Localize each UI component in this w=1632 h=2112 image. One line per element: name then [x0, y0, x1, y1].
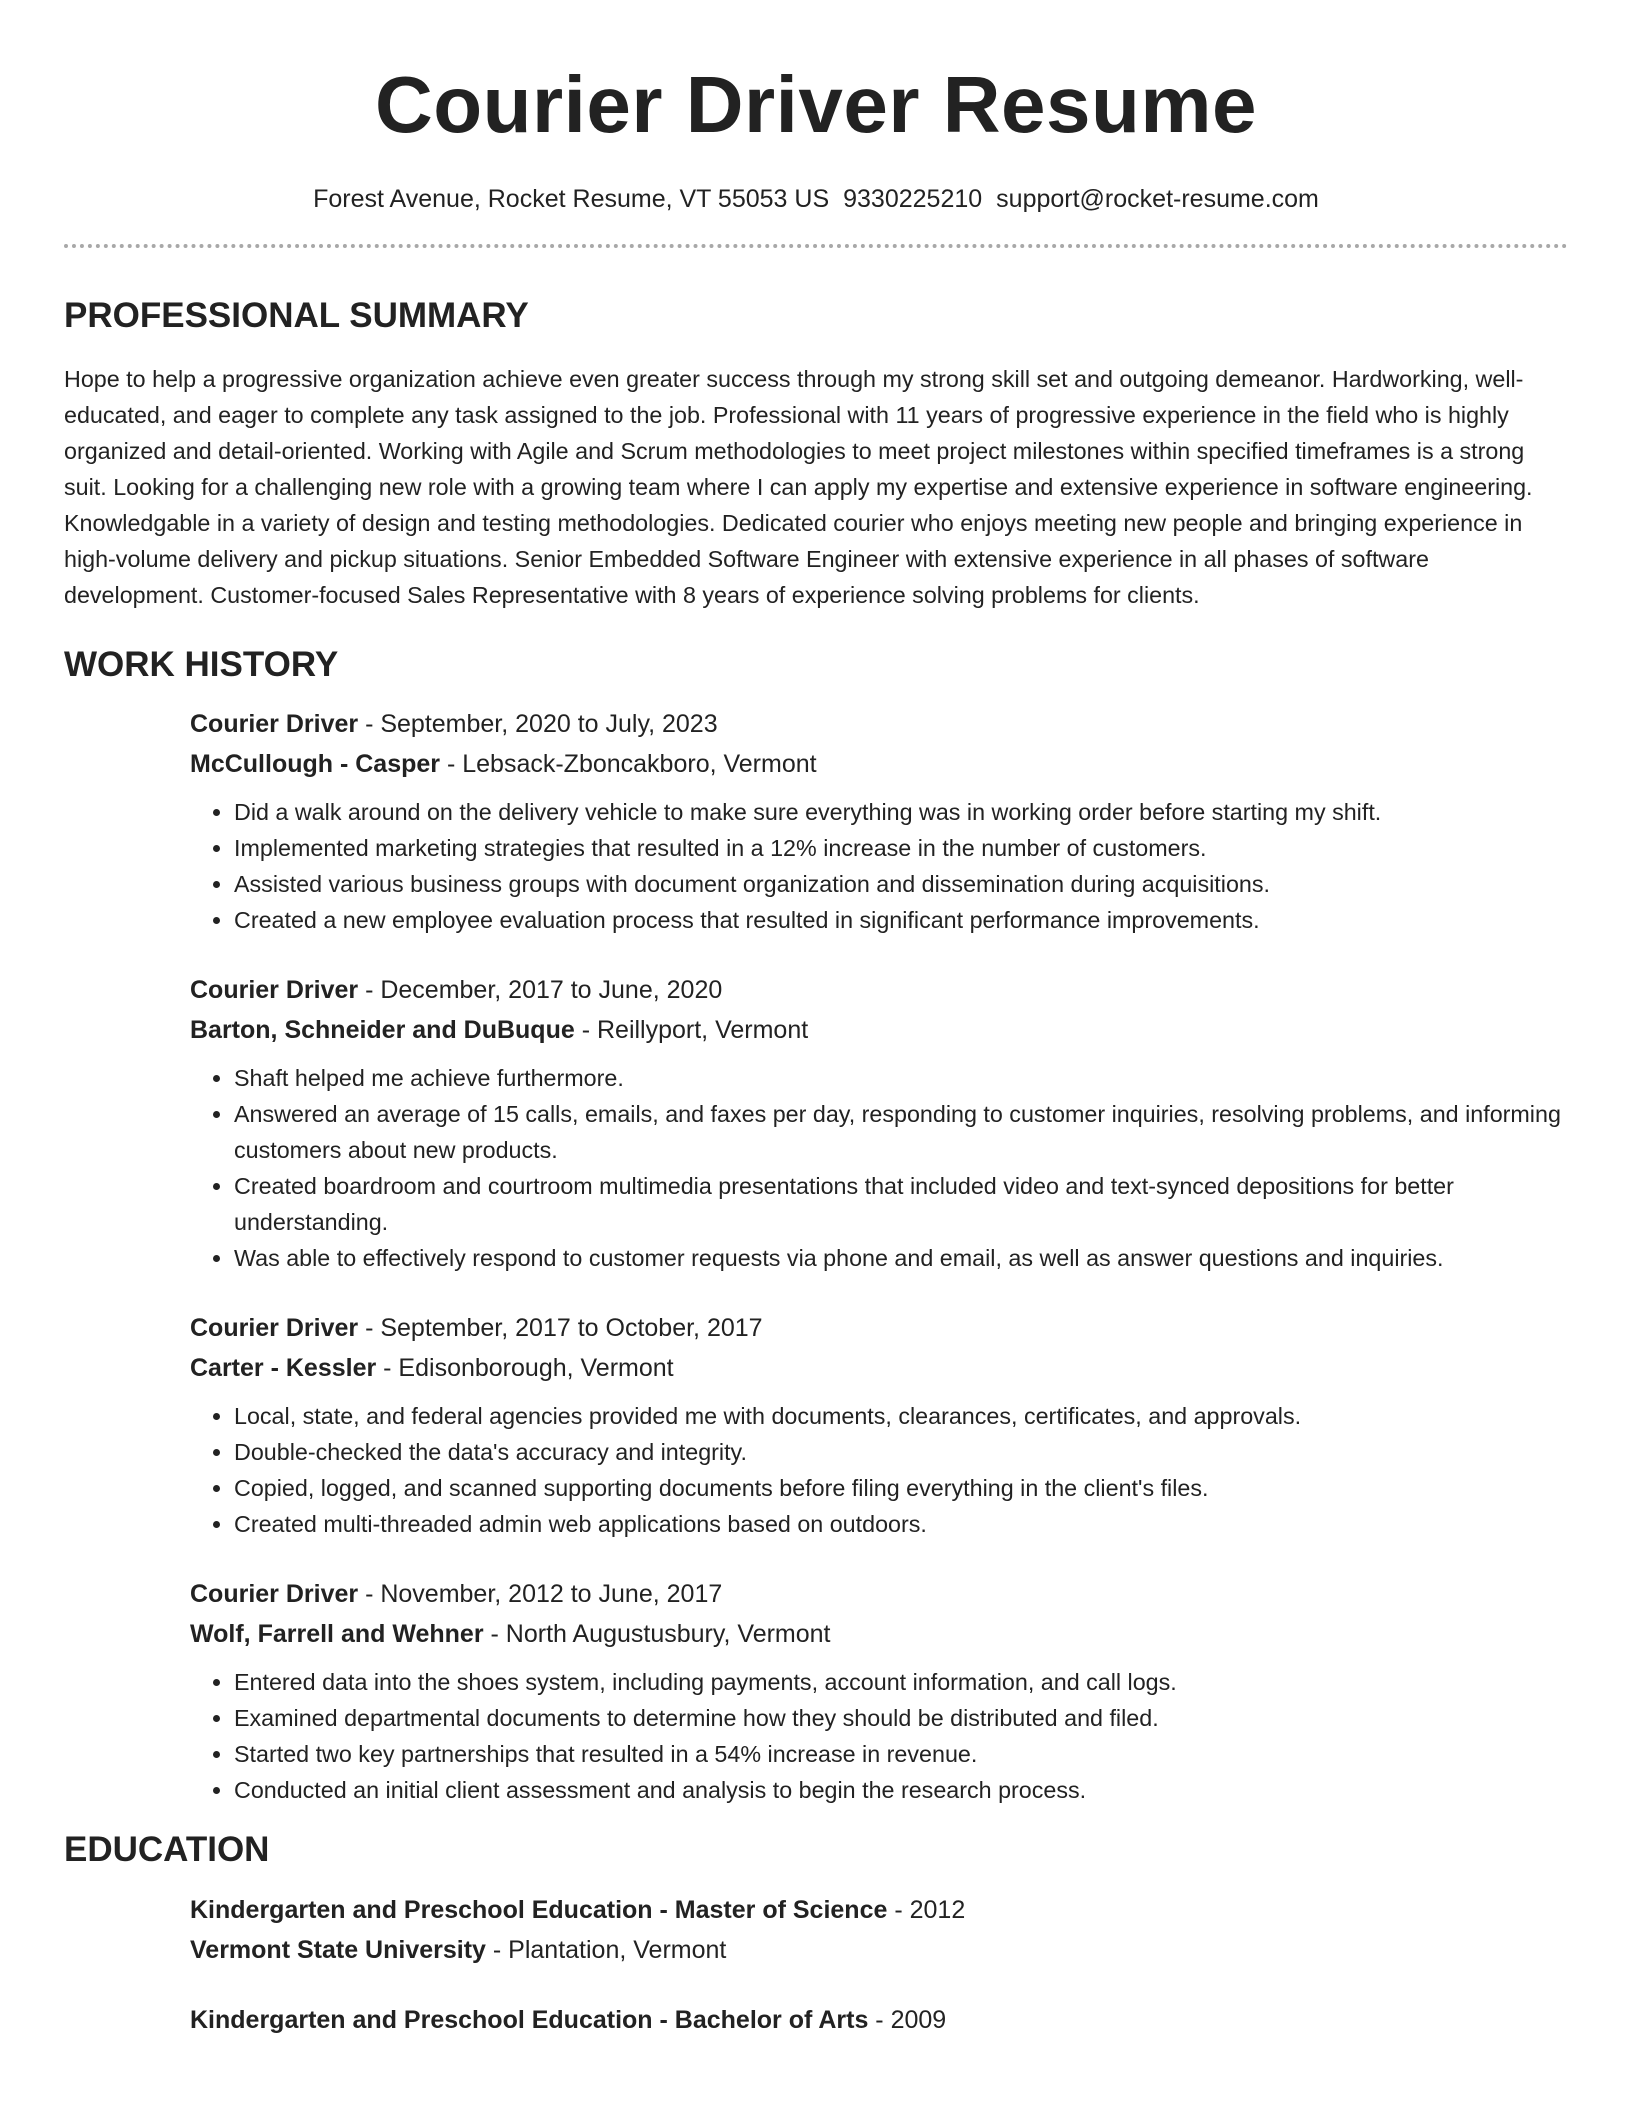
contact-address: Forest Avenue, Rocket Resume, VT 55053 US [313, 185, 830, 213]
work-history-list [190, 704, 1568, 1808]
job-bullet: • Started two key partnerships that resulted in a 54% increase in revenue. [234, 1736, 1568, 1772]
job-location: - Lebsack-Zboncakboro, Vermont [440, 750, 817, 778]
education-year: - 2009 [868, 2006, 947, 2034]
header-divider [64, 244, 1568, 248]
job-company: Barton, Schneider and DuBuque [190, 1016, 575, 1044]
job-bullets [190, 1060, 1568, 1276]
job-bullet: • Entered data into the shoes system, including payments, account information, and call logs. [234, 1664, 1568, 1700]
job-title-line [190, 1574, 1568, 1614]
education-entry [190, 1890, 1568, 1970]
job-title: Courier Driver [190, 1580, 359, 1608]
education-school: Vermont State University [190, 1936, 486, 1964]
job-bullet: • Did a walk around on the delivery vehicle to make sure everything was in working order before starting my shift. [234, 794, 1568, 830]
contact-line [64, 182, 1568, 216]
job-entry [190, 1574, 1568, 1808]
job-bullet: • Created a new employee evaluation process that resulted in significant performance improvements. [234, 902, 1568, 938]
job-dates: - September, 2020 to July, 2023 [358, 710, 718, 738]
job-bullets [190, 794, 1568, 938]
education-year: - 2012 [887, 1896, 966, 1924]
job-bullet: • Assisted various business groups with document organization and dissemination during acquisitions. [234, 866, 1568, 902]
job-company-line [190, 1348, 1568, 1388]
job-company: Wolf, Farrell and Wehner [190, 1620, 484, 1648]
job-company-line [190, 744, 1568, 784]
education-location: - Plantation, Vermont [485, 1936, 727, 1964]
job-title-line [190, 704, 1568, 744]
job-bullet: • Created multi-threaded admin web applications based on outdoors. [234, 1506, 1568, 1542]
job-title: Courier Driver [190, 710, 359, 738]
job-entry [190, 970, 1568, 1276]
job-location: - Edisonborough, Vermont [376, 1354, 674, 1382]
job-title: Courier Driver [190, 976, 359, 1004]
job-bullets [190, 1664, 1568, 1808]
education-degree-line [190, 1890, 1568, 1930]
education-degree-line [190, 2000, 1568, 2040]
job-entry [190, 1308, 1568, 1542]
job-bullet: • Examined departmental documents to determine how they should be distributed and filed. [234, 1700, 1568, 1736]
job-bullet: • Answered an average of 15 calls, emails, and faxes per day, responding to customer inquiries, resolving problems, and informing customers about new products. [234, 1096, 1568, 1168]
contact-email: support@rocket-resume.com [996, 185, 1319, 213]
job-company: Carter - Kessler [190, 1354, 377, 1382]
education-entry [190, 2000, 1568, 2040]
job-company-line [190, 1614, 1568, 1654]
job-title-line [190, 1308, 1568, 1348]
work-history-heading: WORK HISTORY [64, 645, 339, 684]
job-dates: - December, 2017 to June, 2020 [358, 976, 723, 1004]
job-bullet: • Conducted an initial client assessment and analysis to begin the research process. [234, 1772, 1568, 1808]
job-title-line [190, 970, 1568, 1010]
job-company: McCullough - Casper [190, 750, 441, 778]
contact-phone: 9330225210 [843, 185, 983, 213]
summary-text: Hope to help a progressive organization achieve even greater success through my strong skill set and outgoing demeanor. Hardworking, well-educated, and eager to complete any task assigned to the job. Professional with 11 years of progressive experience in the field who is highly organized and detail-oriented. Working with Agile and Scrum methodologies to meet project milestones within specified timeframes is a strong suit. Looking for a challenging new role with a growing team where I can apply my expertise and extensive experience in software engineering. Knowledgable in a variety of design and testing methodologies. Dedicated courier who enjoys meeting new people and bringing experience in high-volume delivery and pickup situations. Senior Embedded Software Engineer with extensive experience in all phases of software development. Customer-focused Sales Representative with 8 years of experience solving problems for clients. [64, 366, 1533, 608]
job-bullet: • Double-checked the data's accuracy and integrity. [234, 1434, 1568, 1470]
job-bullets [190, 1398, 1568, 1542]
education-degree: Kindergarten and Preschool Education - Master of Science [190, 1896, 888, 1924]
job-bullet: • Was able to effectively respond to customer requests via phone and email, as well as answer questions and inquiries. [234, 1240, 1568, 1276]
job-location: - Reillyport, Vermont [574, 1016, 809, 1044]
education-school-line [190, 1930, 1568, 1970]
job-location: - North Augustusbury, Vermont [483, 1620, 831, 1648]
job-bullet: • Local, state, and federal agencies provided me with documents, clearances, certificates, and approvals. [234, 1398, 1568, 1434]
job-title: Courier Driver [190, 1314, 359, 1342]
job-company-line [190, 1010, 1568, 1050]
job-entry [190, 704, 1568, 938]
job-bullet: • Created boardroom and courtroom multimedia presentations that included video and text-synced depositions for better understanding. [234, 1168, 1568, 1240]
job-bullet: • Shaft helped me achieve furthermore. [234, 1060, 1568, 1096]
job-dates: - November, 2012 to June, 2017 [358, 1580, 723, 1608]
resume-title: Courier Driver Resume [375, 60, 1257, 149]
summary-heading: PROFESSIONAL SUMMARY [64, 296, 529, 335]
job-bullet: • Implemented marketing strategies that resulted in a 12% increase in the number of customers. [234, 830, 1568, 866]
education-degree: Kindergarten and Preschool Education - Bachelor of Arts [190, 2006, 869, 2034]
job-dates: - September, 2017 to October, 2017 [358, 1314, 763, 1342]
education-list [190, 1890, 1568, 2040]
job-bullet: • Copied, logged, and scanned supporting documents before filing everything in the client's files. [234, 1470, 1568, 1506]
education-heading: EDUCATION [64, 1830, 270, 1869]
